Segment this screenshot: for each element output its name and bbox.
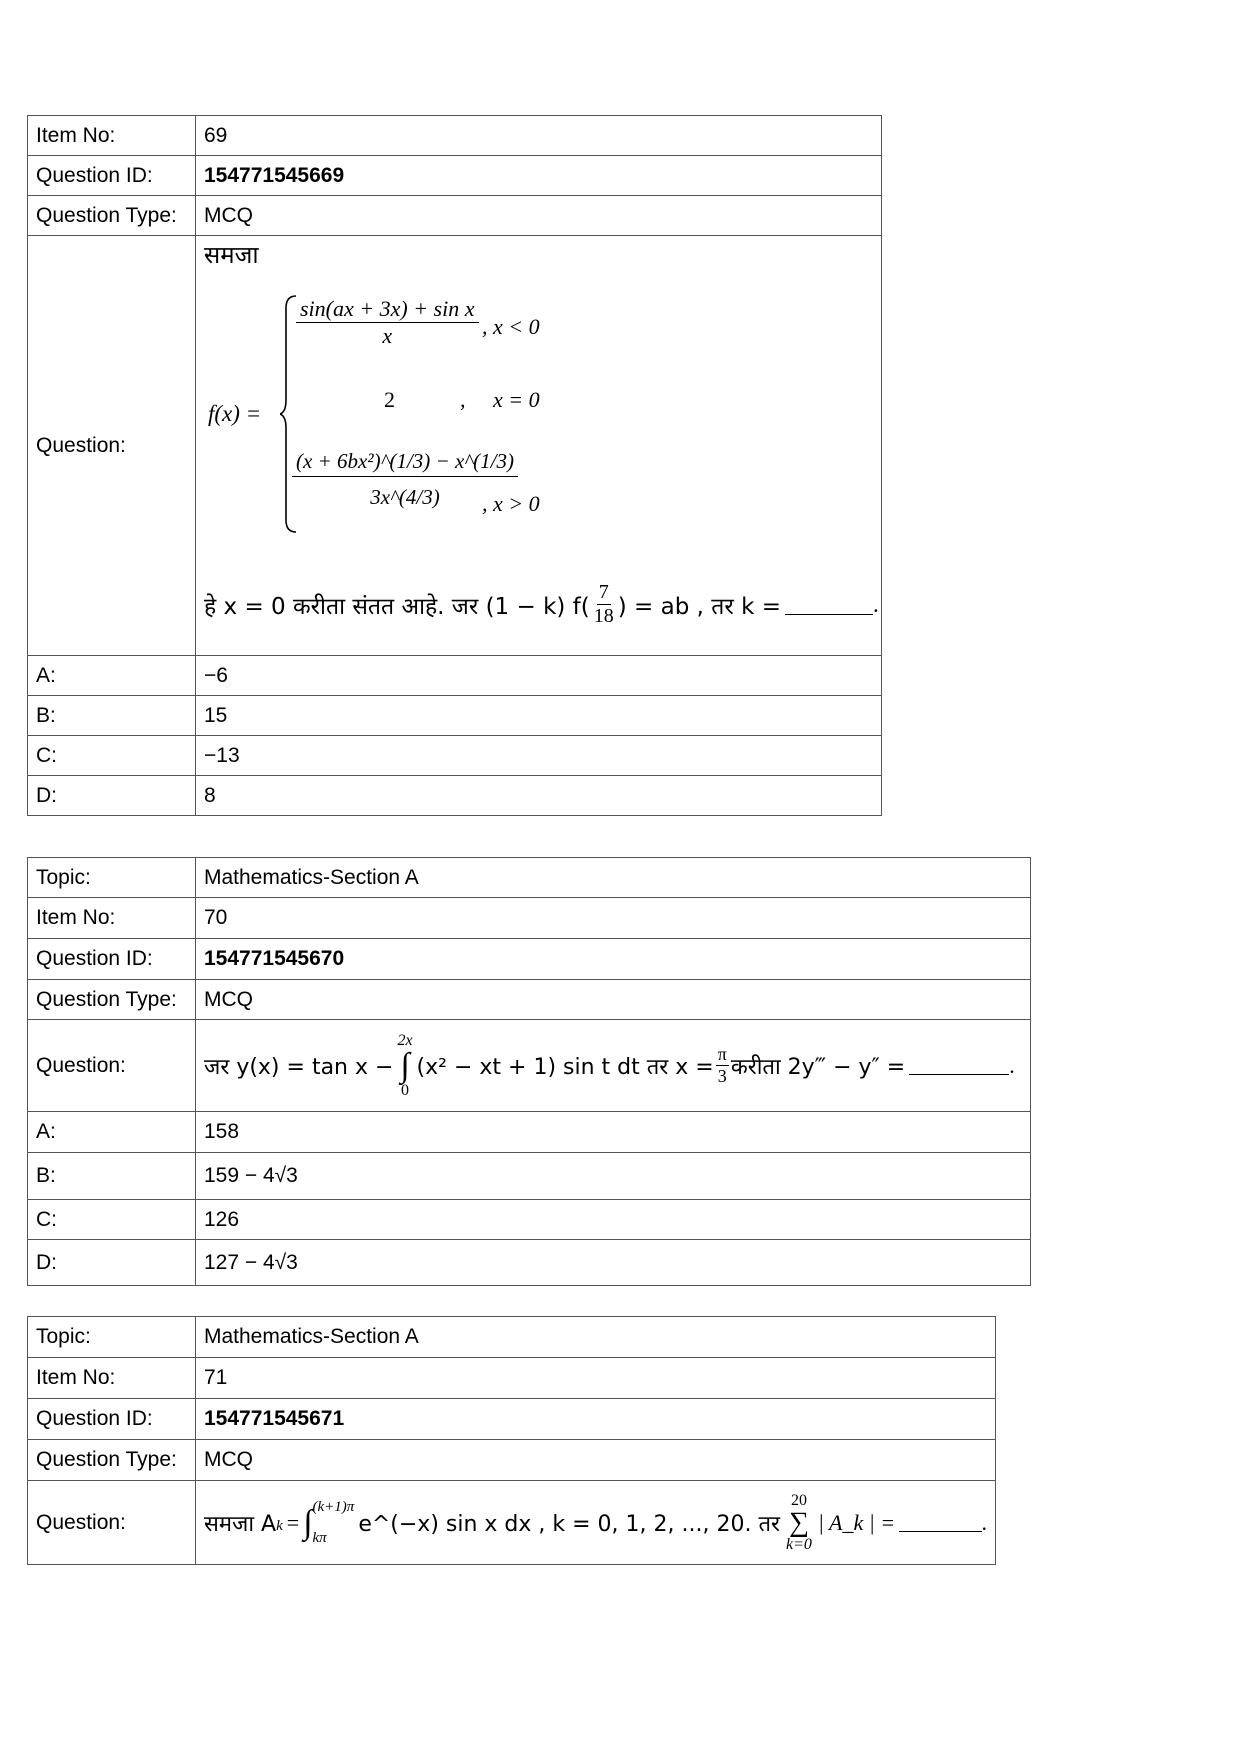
item-no-value: 70 bbox=[196, 898, 1031, 939]
function-label: f(x) = bbox=[208, 401, 262, 426]
case2-value: 2 bbox=[384, 387, 395, 412]
question-type-value: MCQ bbox=[196, 980, 1031, 1020]
integral-upper-limit: 2x bbox=[397, 1031, 413, 1049]
case3-denominator: 3x^(4/3) bbox=[370, 485, 440, 509]
summation-symbol: 20 ∑ k=0 bbox=[785, 1491, 812, 1553]
question-intro: समजा bbox=[204, 241, 259, 269]
integral-symbol: 2x ∫ 0 bbox=[397, 1031, 413, 1099]
integral-upper-limit: (k+1)π bbox=[312, 1498, 355, 1515]
case3-numerator: (x + 6bx²)^(1/3) − x^(1/3) bbox=[292, 441, 518, 477]
option-d-value: 8 bbox=[196, 776, 882, 816]
question-id-value: 154771545671 bbox=[196, 1399, 996, 1440]
question-statement: समजा A k = ∫ (k+1)π kπ e^(−x) sin x dx , k = 0, 1, 2, ..., 20. तर 20 ∑ k=0 | A_k | = . bbox=[204, 1491, 987, 1553]
pi-fraction bbox=[716, 1044, 729, 1087]
case3-condition: , x > 0 bbox=[482, 491, 540, 516]
statement-part-c: करीता 2y‴ − y″ = bbox=[730, 1054, 906, 1080]
statement-fraction bbox=[592, 581, 616, 628]
topic-value: Mathematics-Section A bbox=[196, 1317, 996, 1358]
case1-condition: , x < 0 bbox=[482, 314, 540, 339]
statement-part-b: ) = ab , तर k = bbox=[617, 593, 781, 620]
question-id-value: 154771545670 bbox=[196, 939, 1031, 980]
statement-part-a: जर y(x) = tan x − bbox=[204, 1054, 394, 1080]
item-no-value: 69 bbox=[196, 116, 882, 156]
case1-numerator: sin(ax + 3x) + sin x bbox=[296, 296, 479, 323]
label-question: Question: bbox=[28, 236, 196, 656]
answer-blank bbox=[909, 1056, 1009, 1075]
statement-part-b: (x² − xt + 1) sin t dt तर x = bbox=[416, 1054, 714, 1080]
question-table-70 bbox=[27, 857, 1031, 1286]
question-type-value: MCQ bbox=[196, 1440, 996, 1481]
statement-part-a: हे x = 0 करीता संतत आहे. जर (1 − k) f( bbox=[204, 593, 590, 620]
statement-part-b: e^(−x) sin x dx , k = 0, 1, 2, ..., 20. तर bbox=[358, 1511, 780, 1537]
case1-fraction bbox=[296, 296, 479, 349]
item-no-value: 71 bbox=[196, 1358, 996, 1399]
question-table-69 bbox=[27, 115, 882, 816]
question-id-value: 154771545669 bbox=[196, 156, 882, 196]
label-question-id: Question ID: bbox=[28, 1399, 196, 1440]
question-type-value: MCQ bbox=[196, 196, 882, 236]
label-item-no: Item No: bbox=[28, 1358, 196, 1399]
case2-condition: , x = 0 bbox=[460, 387, 540, 412]
fraction-numerator: 7 bbox=[598, 581, 609, 603]
question-table-71 bbox=[27, 1316, 996, 1565]
question-statement: हे x = 0 करीता संतत आहे. जर (1 − k) f( $\frac{7}{18}$ ) = ab , तर k = . bbox=[204, 581, 879, 627]
label-question-type: Question Type: bbox=[28, 196, 196, 236]
option-b-value: 15 bbox=[196, 696, 882, 736]
label-option-c: C: bbox=[28, 1200, 196, 1240]
case1-denominator: x bbox=[382, 323, 393, 348]
option-a-value: 158 bbox=[196, 1112, 1031, 1153]
label-option-d: D: bbox=[28, 776, 196, 816]
question-body bbox=[196, 236, 882, 656]
label-question-type: Question Type: bbox=[28, 1440, 196, 1481]
answer-blank bbox=[899, 1513, 981, 1532]
option-c-value: 126 bbox=[196, 1200, 1031, 1240]
label-topic: Topic: bbox=[28, 1317, 196, 1358]
option-a-value: −6 bbox=[196, 656, 882, 696]
pi-numerator: π bbox=[717, 1044, 727, 1064]
pi-denominator: 3 bbox=[717, 1066, 727, 1086]
question-body bbox=[196, 1481, 996, 1565]
label-option-b: B: bbox=[28, 1153, 196, 1200]
question-statement: जर y(x) = tan x − 2x ∫ 0 (x² − xt + 1) sin t dt तर x = $\frac{\pi}{3}$ करीता 2y‴ − y″ = . bbox=[204, 1031, 1015, 1099]
option-c-value: −13 bbox=[196, 736, 882, 776]
integral-lower-limit: 0 bbox=[400, 1081, 409, 1099]
integral-symbol: ∫ (k+1)π kπ bbox=[303, 1498, 355, 1546]
label-question: Question: bbox=[28, 1020, 196, 1112]
statement-part-c: | A_k | = bbox=[817, 1509, 896, 1535]
label-item-no: Item No: bbox=[28, 116, 196, 156]
option-d-value: 127 − 4√3 bbox=[196, 1240, 1031, 1286]
sum-lower-limit: k=0 bbox=[785, 1535, 812, 1553]
label-option-a: A: bbox=[28, 656, 196, 696]
question-body bbox=[196, 1020, 1031, 1112]
label-option-b: B: bbox=[28, 696, 196, 736]
sum-upper-limit: 20 bbox=[790, 1491, 807, 1509]
label-option-a: A: bbox=[28, 1112, 196, 1153]
label-question: Question: bbox=[28, 1481, 196, 1565]
fraction-denominator: 18 bbox=[593, 605, 614, 627]
label-question-type: Question Type: bbox=[28, 980, 196, 1020]
label-option-c: C: bbox=[28, 736, 196, 776]
topic-value: Mathematics-Section A bbox=[196, 858, 1031, 898]
statement-part-a: समजा A bbox=[204, 1511, 277, 1537]
label-question-id: Question ID: bbox=[28, 939, 196, 980]
label-item-no: Item No: bbox=[28, 898, 196, 939]
label-topic: Topic: bbox=[28, 858, 196, 898]
label-question-id: Question ID: bbox=[28, 156, 196, 196]
answer-blank bbox=[785, 594, 873, 615]
label-option-d: D: bbox=[28, 1240, 196, 1286]
option-b-value: 159 − 4√3 bbox=[196, 1153, 1031, 1200]
integral-lower-limit: kπ bbox=[312, 1529, 327, 1546]
